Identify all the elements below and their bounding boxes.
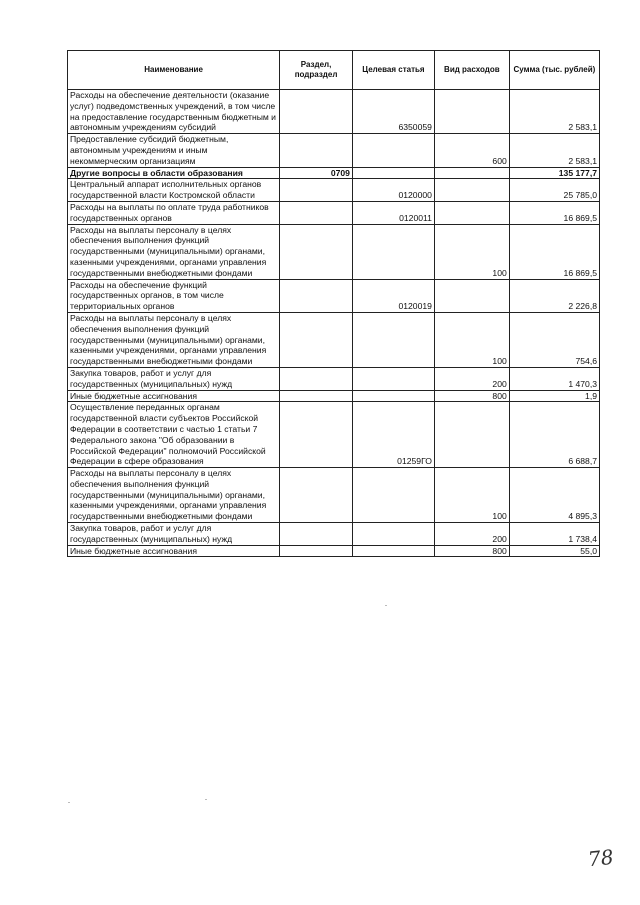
table-row [68, 545, 600, 557]
header-kind: Вид расходов [434, 51, 509, 90]
header-section: Раздел, подраздел [280, 51, 353, 90]
cell-name: Закупка товаров, работ и услуг для государственных (муниципальных) нужд [68, 523, 280, 546]
cell-section [280, 402, 353, 468]
cell-section [280, 468, 353, 523]
table-row [68, 390, 600, 402]
cell-target: 01259ГО [352, 402, 434, 468]
cell-target: 0120019 [352, 279, 434, 312]
cell-target [352, 468, 434, 523]
header-target: Целевая статья [352, 51, 434, 90]
scan-artifact [385, 605, 387, 606]
cell-target: 0120011 [352, 201, 434, 224]
cell-name: Другие вопросы в области образования [68, 167, 280, 179]
cell-sum: 2 583,1 [509, 134, 599, 167]
cell-name: Иные бюджетные ассигнования [68, 545, 280, 557]
cell-section: 0709 [280, 167, 353, 179]
cell-name: Расходы на обеспечение деятельности (оказание услуг) подведомственных учреждений, в том числе на предоставление государственным бюджетным и автономным учреждениям субсидий [68, 90, 280, 134]
table-header-row [68, 51, 600, 90]
cell-section [280, 279, 353, 312]
page-number: 78 [586, 844, 615, 872]
cell-name: Центральный аппарат исполнительных органов государственной власти Костромской области [68, 179, 280, 202]
cell-target: 6350059 [352, 90, 434, 134]
cell-target [352, 545, 434, 557]
cell-section [280, 312, 353, 367]
cell-section [280, 224, 353, 279]
cell-target [352, 134, 434, 167]
cell-sum: 16 869,5 [509, 224, 599, 279]
cell-sum: 1 738,4 [509, 523, 599, 546]
cell-name: Предоставление субсидий бюджетным, автономным учреждениям и иным некоммерческим организациям [68, 134, 280, 167]
cell-sum: 2 583,1 [509, 90, 599, 134]
cell-section [280, 179, 353, 202]
cell-sum: 135 177,7 [509, 167, 599, 179]
cell-name: Осуществление переданных органам государственной власти субъектов Российской Федерации в соответствии с частью 1 статьи 7 Федерального закона "Об образовании в Российской Федерации" полномочий Российской Федерации в сфере образования [68, 402, 280, 468]
table-row [68, 279, 600, 312]
cell-section [280, 90, 353, 134]
cell-name: Иные бюджетные ассигнования [68, 390, 280, 402]
cell-target [352, 312, 434, 367]
cell-sum: 6 688,7 [509, 402, 599, 468]
cell-kind: 100 [434, 312, 509, 367]
cell-kind: 200 [434, 367, 509, 390]
cell-target [352, 523, 434, 546]
cell-target [352, 367, 434, 390]
cell-sum: 754,6 [509, 312, 599, 367]
cell-kind [434, 90, 509, 134]
table-row [68, 523, 600, 546]
cell-name: Закупка товаров, работ и услуг для государственных (муниципальных) нужд [68, 367, 280, 390]
cell-kind: 800 [434, 390, 509, 402]
cell-kind [434, 402, 509, 468]
table-row [68, 312, 600, 367]
cell-sum: 25 785,0 [509, 179, 599, 202]
cell-section [280, 523, 353, 546]
cell-sum: 16 869,5 [509, 201, 599, 224]
cell-section [280, 201, 353, 224]
table-row [68, 224, 600, 279]
cell-name: Расходы на выплаты по оплате труда работников государственных органов [68, 201, 280, 224]
cell-sum: 1 470,3 [509, 367, 599, 390]
table-row [68, 134, 600, 167]
cell-kind [434, 201, 509, 224]
scan-artifact [205, 799, 207, 800]
cell-target [352, 224, 434, 279]
table-body [68, 90, 600, 557]
cell-kind [434, 279, 509, 312]
cell-kind: 600 [434, 134, 509, 167]
cell-target [352, 167, 434, 179]
cell-name: Расходы на выплаты персоналу в целях обеспечения выполнения функций государственными (муниципальными) органами, казенными учреждениями, органами управления государственными внебюджетными фондами [68, 224, 280, 279]
cell-sum: 55,0 [509, 545, 599, 557]
table-row [68, 167, 600, 179]
cell-section [280, 545, 353, 557]
cell-target: 0120000 [352, 179, 434, 202]
header-name: Наименование [68, 51, 280, 90]
table-row [68, 468, 600, 523]
table-row [68, 402, 600, 468]
cell-name: Расходы на обеспечение функций государственных органов, в том числе территориальных органов [68, 279, 280, 312]
cell-kind [434, 179, 509, 202]
table-row [68, 179, 600, 202]
cell-target [352, 390, 434, 402]
cell-sum: 1,9 [509, 390, 599, 402]
scan-artifact [68, 802, 70, 803]
cell-section [280, 390, 353, 402]
cell-sum: 2 226,8 [509, 279, 599, 312]
header-sum: Сумма (тыс. рублей) [509, 51, 599, 90]
cell-kind: 100 [434, 224, 509, 279]
cell-kind: 100 [434, 468, 509, 523]
table-row [68, 90, 600, 134]
table-row [68, 201, 600, 224]
cell-section [280, 367, 353, 390]
cell-section [280, 134, 353, 167]
cell-kind: 200 [434, 523, 509, 546]
cell-name: Расходы на выплаты персоналу в целях обеспечения выполнения функций государственными (муниципальными) органами, казенными учреждениями, органами управления государственными внебюджетными фондами [68, 312, 280, 367]
cell-sum: 4 895,3 [509, 468, 599, 523]
cell-name: Расходы на выплаты персоналу в целях обеспечения выполнения функций государственными (муниципальными) органами, казенными учреждениями, органами управления государственными внебюджетными фондами [68, 468, 280, 523]
budget-table [67, 50, 600, 557]
table-row [68, 367, 600, 390]
cell-kind [434, 167, 509, 179]
cell-kind: 800 [434, 545, 509, 557]
